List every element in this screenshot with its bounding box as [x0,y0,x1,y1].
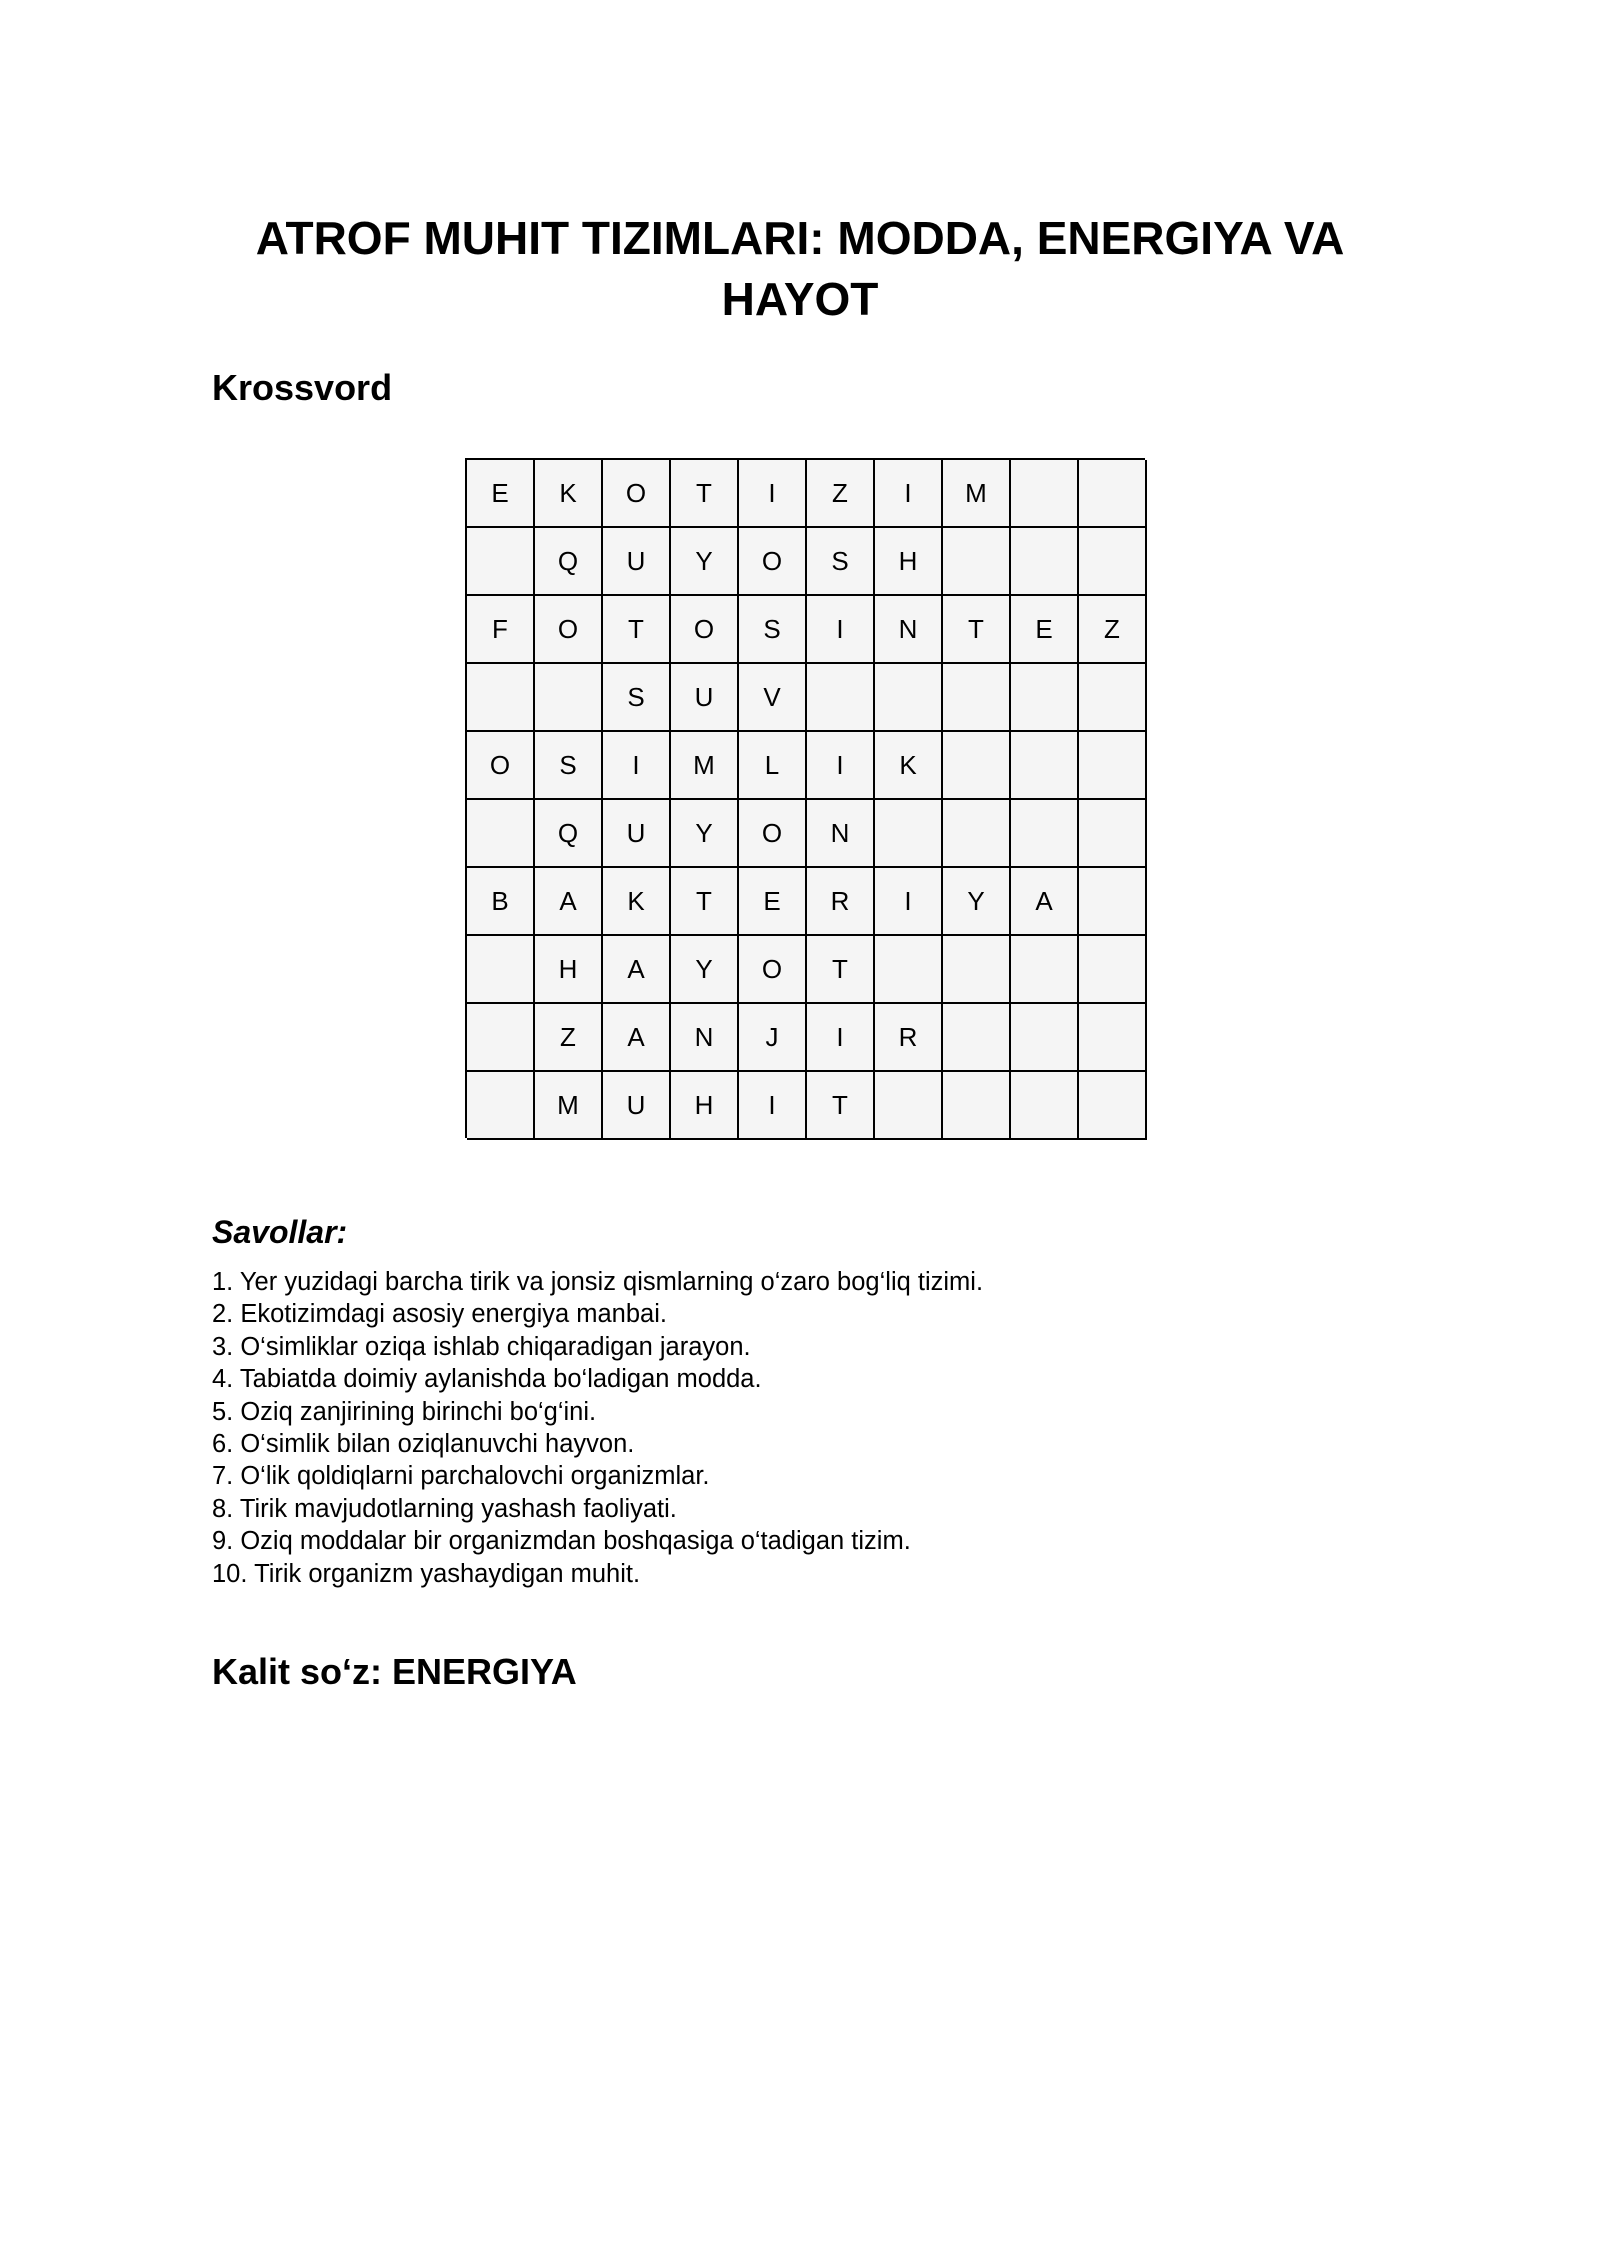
key-word: Kalit so‘z: ENERGIYA [212,1651,577,1692]
crossword-cell: Z [535,1004,603,1072]
crossword-cell [1079,800,1147,868]
crossword-cell [943,1072,1011,1140]
crossword-cell: Y [943,868,1011,936]
crossword-cell: E [467,460,535,528]
crossword-cell: T [603,596,671,664]
crossword-cell: A [535,868,603,936]
crossword-grid [465,458,1145,1138]
crossword-cell: N [875,596,943,664]
crossword-cell [1011,1072,1079,1140]
crossword-cell [1079,1004,1147,1072]
crossword-cell: Z [1079,596,1147,664]
question-item: 8. Tirik mavjudotlarning yashash faoliyati. [212,1494,677,1523]
crossword-cell: H [671,1072,739,1140]
crossword-heading: Krossvord [212,367,393,408]
crossword-cell: J [739,1004,807,1072]
crossword-cell: N [807,800,875,868]
question-item: 6. O‘simlik bilan oziqlanuvchi hayvon. [212,1430,635,1459]
crossword-cell: O [739,936,807,1004]
crossword-cell: O [739,800,807,868]
crossword-cell: S [807,528,875,596]
crossword-cell: I [739,460,807,528]
crossword-cell: K [875,732,943,800]
crossword-cell: O [671,596,739,664]
crossword-cell [1079,936,1147,1004]
crossword-cell: R [875,1004,943,1072]
crossword-cell: I [807,596,875,664]
crossword-cell: M [943,460,1011,528]
crossword-cell: E [739,868,807,936]
crossword-cell [1011,1004,1079,1072]
crossword-cell [1079,868,1147,936]
crossword-cell: U [671,664,739,732]
crossword-cell: U [603,800,671,868]
crossword-cell [467,800,535,868]
question-item: 7. O‘lik qoldiqlarni parchalovchi organizmlar. [212,1462,710,1491]
crossword-cell: Q [535,528,603,596]
crossword-cell: H [535,936,603,1004]
crossword-cell: I [739,1072,807,1140]
crossword-cell [943,1004,1011,1072]
crossword-cell: O [739,528,807,596]
crossword-cell [1011,800,1079,868]
crossword-cell: Y [671,936,739,1004]
crossword-cell: A [603,936,671,1004]
crossword-cell [1079,528,1147,596]
crossword-cell [1079,732,1147,800]
questions-list [212,1266,983,1590]
crossword-cell: I [875,868,943,936]
crossword-cell [467,664,535,732]
crossword-cell [1079,664,1147,732]
crossword-cell: A [603,1004,671,1072]
crossword-cell [807,664,875,732]
crossword-cell [1011,936,1079,1004]
crossword-cell: T [943,596,1011,664]
crossword-cell: T [807,936,875,1004]
crossword-cell: O [603,460,671,528]
crossword-cell: I [603,732,671,800]
crossword-cell [467,1004,535,1072]
crossword-cell: A [1011,868,1079,936]
crossword-cell: I [807,1004,875,1072]
crossword-cell [1011,528,1079,596]
crossword-cell: I [875,460,943,528]
crossword-cell [1011,664,1079,732]
crossword-cell [875,800,943,868]
crossword-cell: O [467,732,535,800]
crossword-cell: I [807,732,875,800]
crossword-cell: Y [671,800,739,868]
crossword-cell [943,664,1011,732]
crossword-cell [1079,1072,1147,1140]
crossword-cell: F [467,596,535,664]
crossword-cell [875,664,943,732]
question-item: 10. Tirik organizm yashaydigan muhit. [212,1559,641,1588]
page-title: ATROF MUHIT TIZIMLARI: MODDA, ENERGIYA VA HAYOT [255,212,1345,325]
question-item: 9. Oziq moddalar bir organizmdan boshqasiga o‘tadigan tizim. [212,1527,911,1556]
crossword-cell: U [603,528,671,596]
question-item: 1. Yer yuzidagi barcha tirik va jonsiz qismlarning o‘zaro bog‘liq tizimi. [212,1268,984,1296]
crossword-cell [1079,460,1147,528]
crossword-cell: M [535,1072,603,1140]
crossword-cell: T [671,460,739,528]
question-item: 5. Oziq zanjirining birinchi bo‘g‘ini. [212,1397,597,1426]
crossword-cell [875,936,943,1004]
crossword-cell: Y [671,528,739,596]
crossword-cell: B [467,868,535,936]
crossword-cell [875,1072,943,1140]
crossword-cell [467,936,535,1004]
crossword-cell: M [671,732,739,800]
crossword-cell: S [603,664,671,732]
question-item: 4. Tabiatda doimiy aylanishda bo‘ladigan modda. [212,1365,762,1394]
crossword-cell [943,800,1011,868]
crossword-cell: H [875,528,943,596]
crossword-cell [943,732,1011,800]
crossword-cell [535,664,603,732]
crossword-cell: U [603,1072,671,1140]
crossword-cell [1011,732,1079,800]
crossword-cell [1011,460,1079,528]
crossword-cell [467,528,535,596]
crossword-cell: S [739,596,807,664]
crossword-cell: K [535,460,603,528]
crossword-cell [943,936,1011,1004]
crossword-cell: E [1011,596,1079,664]
question-item: 2. Ekotizimdagi asosiy energiya manbai. [212,1300,667,1329]
crossword-cell: Q [535,800,603,868]
crossword-cell [943,528,1011,596]
crossword-cell: K [603,868,671,936]
crossword-cell: Z [807,460,875,528]
crossword-cell: S [535,732,603,800]
crossword-cell: O [535,596,603,664]
crossword-cell: T [671,868,739,936]
question-item: 3. O‘simliklar oziqa ishlab chiqaradigan jarayon. [212,1332,751,1361]
crossword-cell: R [807,868,875,936]
questions-heading: Savollar: [212,1214,348,1250]
crossword-cell: V [739,664,807,732]
crossword-cell: L [739,732,807,800]
crossword-cell [467,1072,535,1140]
crossword-cell: T [807,1072,875,1140]
crossword-cell: N [671,1004,739,1072]
